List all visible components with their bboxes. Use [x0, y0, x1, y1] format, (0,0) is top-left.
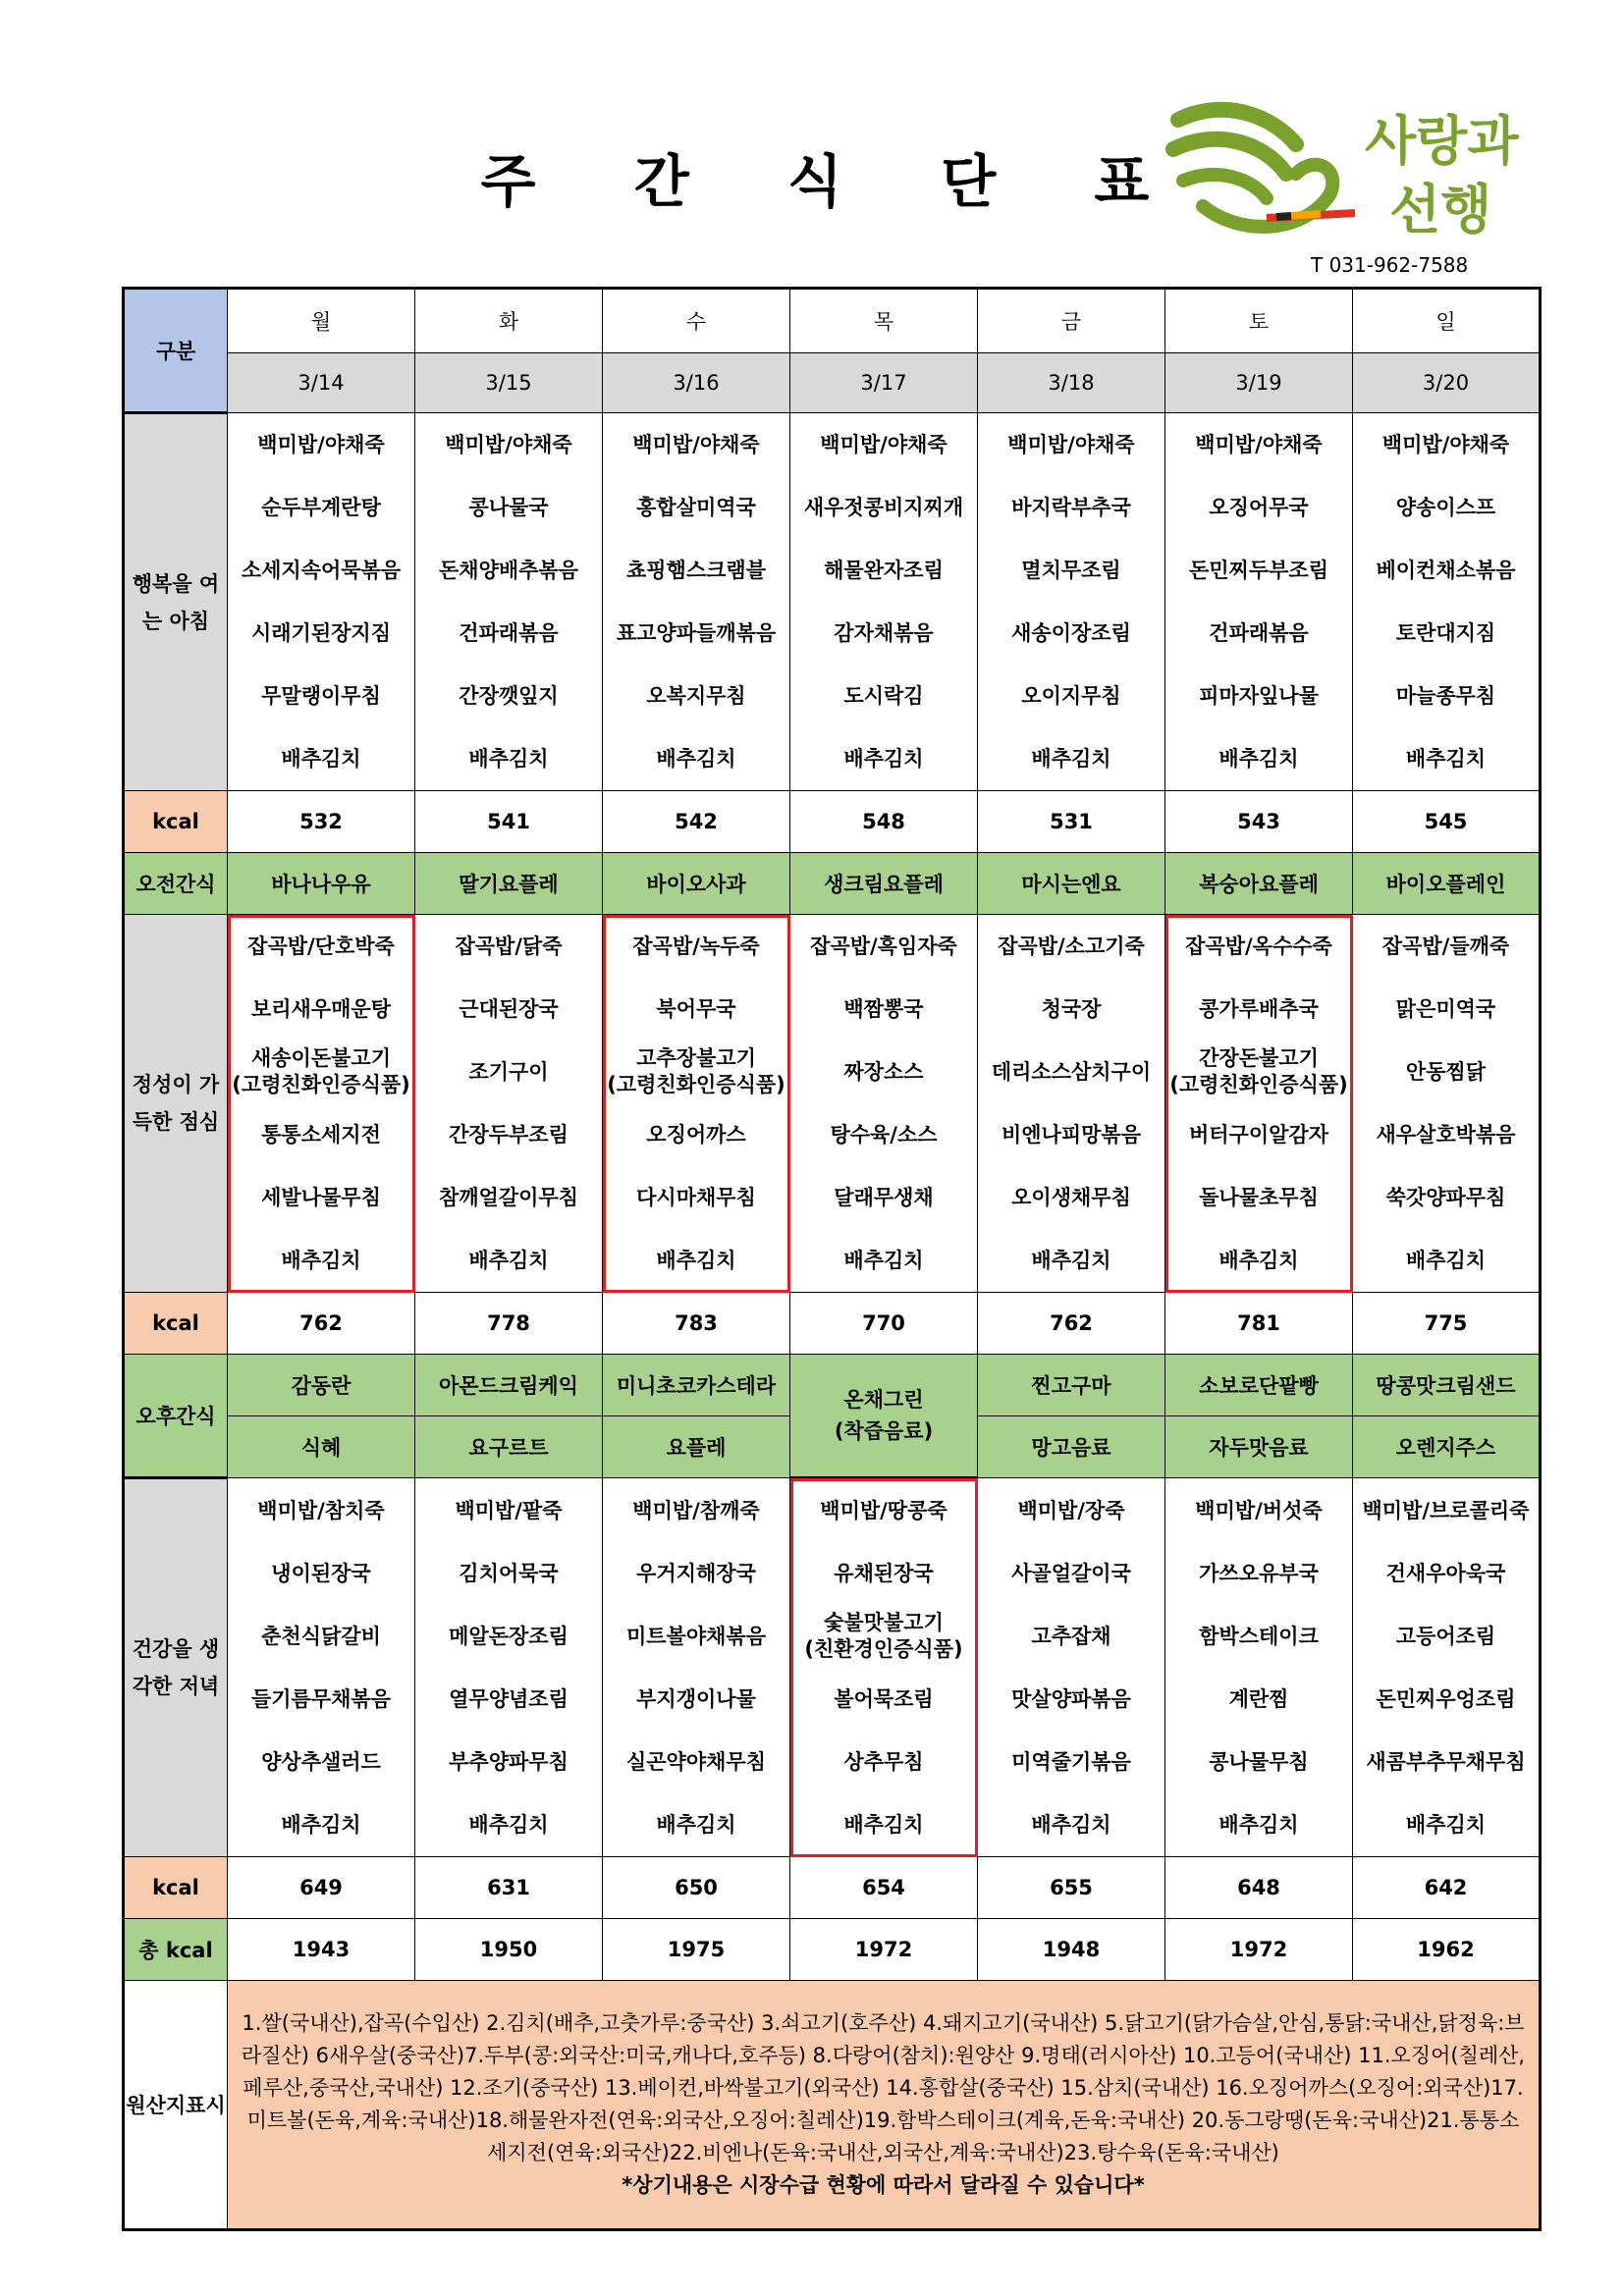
- menu-item: 안동찜닭: [1405, 1060, 1487, 1084]
- snack-item: 바이오플레인: [1353, 853, 1541, 915]
- total-kcal-value: 1962: [1353, 1919, 1541, 1981]
- menu-item: 볼어묵조림: [834, 1687, 934, 1711]
- menu-item: 무말랭이무침: [261, 684, 381, 708]
- kcal-value: 762: [978, 1293, 1165, 1355]
- day-header: 토: [1165, 289, 1353, 353]
- snack-item: 딸기요플레: [415, 853, 603, 915]
- menu-item: 백미밥/참치죽: [257, 1498, 385, 1522]
- menu-item: 홍합살미역국: [636, 496, 756, 519]
- total-kcal-value: 1972: [790, 1919, 978, 1981]
- menu-item: 짜장소스: [843, 1060, 924, 1084]
- origin-label: 원산지표시: [124, 1981, 228, 2230]
- menu-item: 바지락부추국: [1011, 496, 1131, 519]
- menu-item: 돈민찌두부조림: [1188, 559, 1328, 582]
- snack-item: 요구르트: [415, 1416, 603, 1478]
- menu-item: 김치어묵국: [459, 1561, 559, 1585]
- breakfast-cell: [978, 413, 1165, 791]
- menu-item-line: 간장돈불고기: [1199, 1046, 1319, 1070]
- menu-item: 오징어무국: [1209, 496, 1309, 519]
- menu-item: 배추김치: [468, 747, 549, 771]
- date-header: 3/15: [415, 353, 603, 413]
- menu-item: 새송이장조림: [1011, 621, 1131, 645]
- snack-item: 식혜: [228, 1416, 415, 1478]
- snack-item: 요플레: [603, 1416, 790, 1478]
- kcal-value: 781: [1165, 1293, 1353, 1355]
- day-header: 일: [1353, 289, 1541, 353]
- kcal-value: 532: [228, 791, 415, 853]
- menu-item: 백미밥/야채죽: [632, 433, 760, 456]
- menu-item: 새우젓콩비지찌개: [803, 496, 964, 519]
- menu-item: 데리소스삼치구이: [991, 1060, 1152, 1084]
- menu-item: 배추김치: [281, 1249, 361, 1272]
- breakfast-cell: [228, 413, 415, 791]
- logo-text-line1: 사랑과: [1365, 110, 1519, 172]
- menu-item: 달래무생채: [834, 1186, 934, 1209]
- menu-item: 건파래볶음: [1209, 621, 1309, 645]
- menu-item: 잡곡밥/녹두죽: [632, 934, 760, 958]
- menu-item: [1165, 1041, 1352, 1103]
- dinner-label: 건강을 생각한 저녁: [124, 1478, 228, 1857]
- menu-item: [228, 1041, 414, 1103]
- menu-item: 새콤부추무채무침: [1366, 1749, 1526, 1774]
- lunch-label: 정성이 가득한 점심: [124, 915, 228, 1293]
- lunch-cell: [1165, 915, 1353, 1293]
- menu-item: 돌나물초무침: [1199, 1186, 1319, 1209]
- menu-item: 감자채볶음: [834, 621, 934, 645]
- menu-item: 청국장: [1041, 997, 1102, 1021]
- menu-item: 잡곡밥/옥수수죽: [1185, 934, 1332, 958]
- menu-item: 배추김치: [1405, 747, 1487, 771]
- menu-item-line: (고령친화인증식품): [1169, 1073, 1348, 1096]
- menu-item: 메알돈장조림: [449, 1624, 568, 1648]
- kcal-value: 531: [978, 791, 1165, 853]
- weekly-menu-table: [122, 287, 1542, 2231]
- kcal-label: kcal: [124, 1293, 228, 1355]
- menu-item: 미트볼야채볶음: [625, 1624, 766, 1648]
- date-header: 3/14: [228, 353, 415, 413]
- menu-item: 우거지해장국: [636, 1561, 756, 1585]
- menu-item: 오이생채무침: [1011, 1186, 1131, 1209]
- menu-item: 함박스테이크: [1199, 1624, 1319, 1648]
- dinner-cell: [1165, 1478, 1353, 1857]
- menu-item: 배추김치: [843, 747, 924, 771]
- snack-item-merged-line2: (착즙음료): [834, 1419, 934, 1443]
- menu-item: 근대된장국: [459, 997, 559, 1021]
- menu-item: 참깨얼갈이무침: [438, 1186, 578, 1209]
- menu-item: 냉이된장국: [271, 1561, 371, 1585]
- snack-item: 복숭아요플레: [1165, 853, 1353, 915]
- snack-item: 바이오사과: [603, 853, 790, 915]
- menu-item: 배추김치: [1405, 1249, 1487, 1272]
- menu-item-line: 새송이돈불고기: [250, 1046, 391, 1070]
- menu-item: 쑥갓양파무침: [1385, 1186, 1506, 1209]
- kcal-value: 650: [603, 1857, 790, 1919]
- kcal-value: 548: [790, 791, 978, 853]
- snack-item-merged: [790, 1355, 978, 1478]
- snack-item: 아몬드크림케익: [415, 1355, 603, 1416]
- lunch-cell: [978, 915, 1165, 1293]
- kcal-value: 541: [415, 791, 603, 853]
- menu-item: 백미밥/참깨죽: [632, 1498, 760, 1522]
- menu-item-line: (고령친화인증식품): [607, 1073, 785, 1096]
- dinner-cell: [415, 1478, 603, 1857]
- snack-item: 생크림요플레: [790, 853, 978, 915]
- menu-item: 오복지무침: [646, 684, 746, 708]
- menu-item: 마늘종무침: [1395, 684, 1496, 708]
- menu-item: 잡곡밥/소고기죽: [998, 934, 1145, 958]
- menu-item: 배추김치: [656, 1812, 736, 1837]
- menu-item: 맑은미역국: [1395, 997, 1496, 1021]
- menu-item: 간장깻잎지: [459, 684, 559, 708]
- dinner-cell: [1353, 1478, 1541, 1857]
- menu-item: 건파래볶음: [459, 621, 559, 645]
- menu-item: 피마자잎나물: [1199, 684, 1319, 708]
- menu-item: 잡곡밥/단호박죽: [247, 934, 395, 958]
- snack-item-merged-line1: 온채그린: [843, 1388, 924, 1412]
- kcal-value: 655: [978, 1857, 1165, 1919]
- menu-item: 토란대지짐: [1395, 621, 1496, 645]
- snack-item: 찐고구마: [978, 1355, 1165, 1416]
- menu-item: 백미밥/야채죽: [1381, 433, 1510, 456]
- lunch-cell: [1353, 915, 1541, 1293]
- morning-snack-label: 오전간식: [124, 853, 228, 915]
- day-header: 수: [603, 289, 790, 353]
- total-kcal-value: 1975: [603, 1919, 790, 1981]
- day-header: 월: [228, 289, 415, 353]
- phone-number: T 031-962-7588: [1311, 253, 1469, 277]
- origin-info: [228, 1981, 1541, 2230]
- menu-item: 버터구이알감자: [1188, 1123, 1328, 1147]
- menu-item-line: 숯불맛불고기: [824, 1611, 944, 1634]
- kcal-value: 783: [603, 1293, 790, 1355]
- origin-text: 1.쌀(국내산),잡곡(수입산) 2.김치(배추,고춧가루:중국산) 3.쇠고기(호주산) 4.돼지고기(국내산) 5.닭고기(닭가슴살,안심,통닭:국내산,닭정육:브라질산) 6새우살(중국산)7.두부(콩:외국산:미국,캐나다,호주등) 8.다랑어(참치):원양산 9.명태(러시아산) 10.고등어(국내산) 11.오징어(칠레산,페루산,중국산,국내산) 12.조기(중국산) 13.베이컨,바싹불고기(외국산) 14.홍합살(중국산) 15.삼치(국내산) 16.오징어까스(오징어:외국산)17.미트볼(돈육,계육:국내산)18.해물완자전(연육:외국산,오징어:칠레산)19.함박스테이크(계육,돈육:국내산) 20.동그랑땡(돈육:국내산)21.통통소세지전(연육:외국산)22.비엔나(돈육:국내산,외국산,계육:국내산)23.탕수육(돈육:국내산): [241, 2011, 1526, 2164]
- menu-item: 미역줄기볶음: [1011, 1749, 1131, 1774]
- menu-item: 표고양파들깨볶음: [616, 621, 777, 645]
- snack-item: 오렌지주스: [1353, 1416, 1541, 1478]
- snack-item: 자두맛음료: [1165, 1416, 1353, 1478]
- menu-item: 배추김치: [656, 747, 736, 771]
- menu-item: 오이지무침: [1021, 684, 1121, 708]
- menu-item: 보리새우매운탕: [250, 997, 391, 1021]
- menu-item: 건새우아욱국: [1385, 1561, 1506, 1585]
- menu-item: 백미밥/야채죽: [257, 433, 385, 456]
- date-header: 3/16: [603, 353, 790, 413]
- breakfast-cell: [1353, 413, 1541, 791]
- menu-item: 돈민찌우엉조림: [1376, 1686, 1516, 1711]
- menu-item: 배추김치: [1031, 747, 1111, 771]
- total-kcal-value: 1948: [978, 1919, 1165, 1981]
- kcal-value: 631: [415, 1857, 603, 1919]
- menu-item: 양상추샐러드: [261, 1749, 381, 1774]
- day-header: 금: [978, 289, 1165, 353]
- breakfast-label: 행복을 여는 아침: [124, 413, 228, 791]
- menu-item: 유채된장국: [834, 1562, 934, 1585]
- menu-item: 가쓰오유부국: [1199, 1561, 1319, 1585]
- breakfast-cell: [415, 413, 603, 791]
- menu-item: 오징어까스: [646, 1123, 746, 1147]
- menu-item: 백미밥/야채죽: [820, 433, 947, 456]
- total-kcal-label: 총 kcal: [124, 1919, 228, 1981]
- kcal-value: 545: [1353, 791, 1541, 853]
- menu-item: 배추김치: [1031, 1812, 1111, 1837]
- menu-item: 들기름무채볶음: [250, 1686, 391, 1711]
- menu-item: 잡곡밥/흑임자죽: [810, 934, 957, 958]
- menu-item: 소세지속어묵볶음: [241, 559, 402, 582]
- menu-item: 백미밥/야채죽: [1195, 433, 1323, 456]
- menu-item: 백짬뽕국: [843, 997, 924, 1021]
- menu-item: 콩나물무침: [1209, 1749, 1309, 1774]
- menu-item-line: (고령친화인증식품): [232, 1073, 410, 1096]
- menu-item: 백미밥/야채죽: [445, 433, 572, 456]
- date-header: 3/18: [978, 353, 1165, 413]
- menu-item-line: (친환경인증식품): [804, 1637, 963, 1661]
- menu-item: 고등어조림: [1395, 1624, 1496, 1648]
- snack-item: 망고음료: [978, 1416, 1165, 1478]
- kcal-value: 543: [1165, 791, 1353, 853]
- menu-item-line: 고추장불고기: [636, 1046, 756, 1070]
- menu-item: 돈채양배추볶음: [438, 559, 578, 582]
- menu-item: 부지갱이나물: [636, 1686, 756, 1711]
- menu-item: 배추김치: [468, 1249, 549, 1272]
- menu-item: 맛살양파볶음: [1011, 1686, 1131, 1711]
- menu-item: 탕수육/소스: [830, 1123, 938, 1147]
- dinner-cell: [603, 1478, 790, 1857]
- menu-item: 조기구이: [468, 1060, 549, 1084]
- snack-item: 마시는엔요: [978, 853, 1165, 915]
- menu-item: 시래기된장지짐: [250, 621, 391, 645]
- kcal-value: 649: [228, 1857, 415, 1919]
- menu-item: 배추김치: [281, 1812, 361, 1837]
- menu-item: 잡곡밥/닭죽: [455, 934, 563, 958]
- snack-item: 감동란: [228, 1355, 415, 1416]
- kcal-value: 775: [1353, 1293, 1541, 1355]
- menu-item: 백미밥/브로콜리죽: [1362, 1498, 1530, 1522]
- breakfast-cell: [1165, 413, 1353, 791]
- menu-item: 배추김치: [1405, 1812, 1487, 1837]
- menu-item: 새우살호박볶음: [1376, 1123, 1516, 1147]
- menu-item: 멸치무조림: [1021, 559, 1121, 582]
- menu-item: 베이컨채소볶음: [1376, 559, 1516, 582]
- menu-item: 열무양념조림: [449, 1686, 568, 1711]
- menu-item: 백미밥/장죽: [1017, 1498, 1125, 1522]
- menu-item: 쵸핑햄스크램블: [625, 559, 766, 582]
- day-header: 목: [790, 289, 978, 353]
- menu-item: 사골얼갈이국: [1011, 1561, 1131, 1585]
- menu-item: 해물완자조림: [824, 559, 944, 582]
- menu-item: 다시마채무침: [636, 1186, 756, 1209]
- kcal-value: 654: [790, 1857, 978, 1919]
- menu-item: 백미밥/땅콩죽: [820, 1499, 947, 1522]
- date-header: 3/20: [1353, 353, 1541, 413]
- menu-item: 배추김치: [656, 1249, 736, 1272]
- kcal-value: 762: [228, 1293, 415, 1355]
- menu-item: 배추김치: [281, 747, 361, 771]
- menu-item: 부추양파무침: [449, 1749, 568, 1774]
- menu-item: 콩가루배추국: [1199, 997, 1319, 1021]
- date-header: 3/17: [790, 353, 978, 413]
- afternoon-snack-label: 오후간식: [124, 1355, 228, 1478]
- snack-item: 미니초코카스테라: [603, 1355, 790, 1416]
- menu-item: 콩나물국: [468, 496, 549, 519]
- lunch-cell: [790, 915, 978, 1293]
- menu-item: 도시락김: [843, 684, 924, 708]
- page-title: 주 간 식 단 표: [480, 148, 1189, 215]
- breakfast-cell: [790, 413, 978, 791]
- menu-item: 양송이스프: [1395, 496, 1496, 519]
- menu-item: 실곤약야채무침: [625, 1749, 766, 1774]
- snack-item: 바나나우유: [228, 853, 415, 915]
- menu-item: 배추김치: [843, 1813, 924, 1837]
- menu-item: 춘천식닭갈비: [261, 1624, 381, 1648]
- total-kcal-value: 1943: [228, 1919, 415, 1981]
- menu-item: 비엔나피망볶음: [1001, 1123, 1141, 1147]
- menu-item: 북어무국: [656, 997, 736, 1021]
- date-header: 3/19: [1165, 353, 1353, 413]
- menu-item: 백미밥/팥죽: [455, 1498, 563, 1522]
- origin-note: *상기내용은 시장수급 현황에 따라서 달라질 수 있습니다*: [622, 2173, 1145, 2197]
- kcal-value: 770: [790, 1293, 978, 1355]
- menu-item: [603, 1041, 789, 1103]
- logo-text-line2: 선행: [1389, 179, 1492, 240]
- total-kcal-value: 1950: [415, 1919, 603, 1981]
- dinner-cell: [978, 1478, 1165, 1857]
- menu-item: [790, 1605, 977, 1668]
- menu-item: 배추김치: [1218, 1812, 1299, 1837]
- lunch-cell: [228, 915, 415, 1293]
- kcal-value: 642: [1353, 1857, 1541, 1919]
- brand-logo: [1159, 90, 1551, 252]
- menu-item: 배추김치: [1218, 747, 1299, 771]
- dinner-cell: [790, 1478, 978, 1857]
- total-kcal-value: 1972: [1165, 1919, 1353, 1981]
- menu-item: 통통소세지전: [261, 1123, 381, 1147]
- kcal-value: 542: [603, 791, 790, 853]
- menu-item: 세발나물무침: [261, 1186, 381, 1209]
- menu-item: 고추잡채: [1031, 1624, 1111, 1648]
- lunch-cell: [603, 915, 790, 1293]
- menu-item: 백미밥/야채죽: [1007, 433, 1135, 456]
- kcal-label: kcal: [124, 1857, 228, 1919]
- menu-item: 배추김치: [1218, 1249, 1299, 1272]
- menu-item: 배추김치: [843, 1249, 924, 1272]
- kcal-value: 778: [415, 1293, 603, 1355]
- menu-item: 순두부계란탕: [261, 496, 381, 519]
- kcal-value: 648: [1165, 1857, 1353, 1919]
- day-header: 화: [415, 289, 603, 353]
- snack-item: 소보로단팥빵: [1165, 1355, 1353, 1416]
- menu-item: 계란찜: [1228, 1686, 1289, 1711]
- menu-item: 백미밥/버섯죽: [1195, 1498, 1323, 1522]
- lunch-cell: [415, 915, 603, 1293]
- gubun-header: 구분: [124, 289, 228, 413]
- menu-item: 잡곡밥/들깨죽: [1381, 934, 1510, 958]
- menu-item: 배추김치: [468, 1812, 549, 1837]
- menu-item: 간장두부조림: [449, 1123, 568, 1147]
- snack-item: 땅콩맛크림샌드: [1353, 1355, 1541, 1416]
- menu-item: 배추김치: [1031, 1249, 1111, 1272]
- breakfast-cell: [603, 413, 790, 791]
- dinner-cell: [228, 1478, 415, 1857]
- kcal-label: kcal: [124, 791, 228, 853]
- menu-item: 상추무침: [843, 1750, 924, 1774]
